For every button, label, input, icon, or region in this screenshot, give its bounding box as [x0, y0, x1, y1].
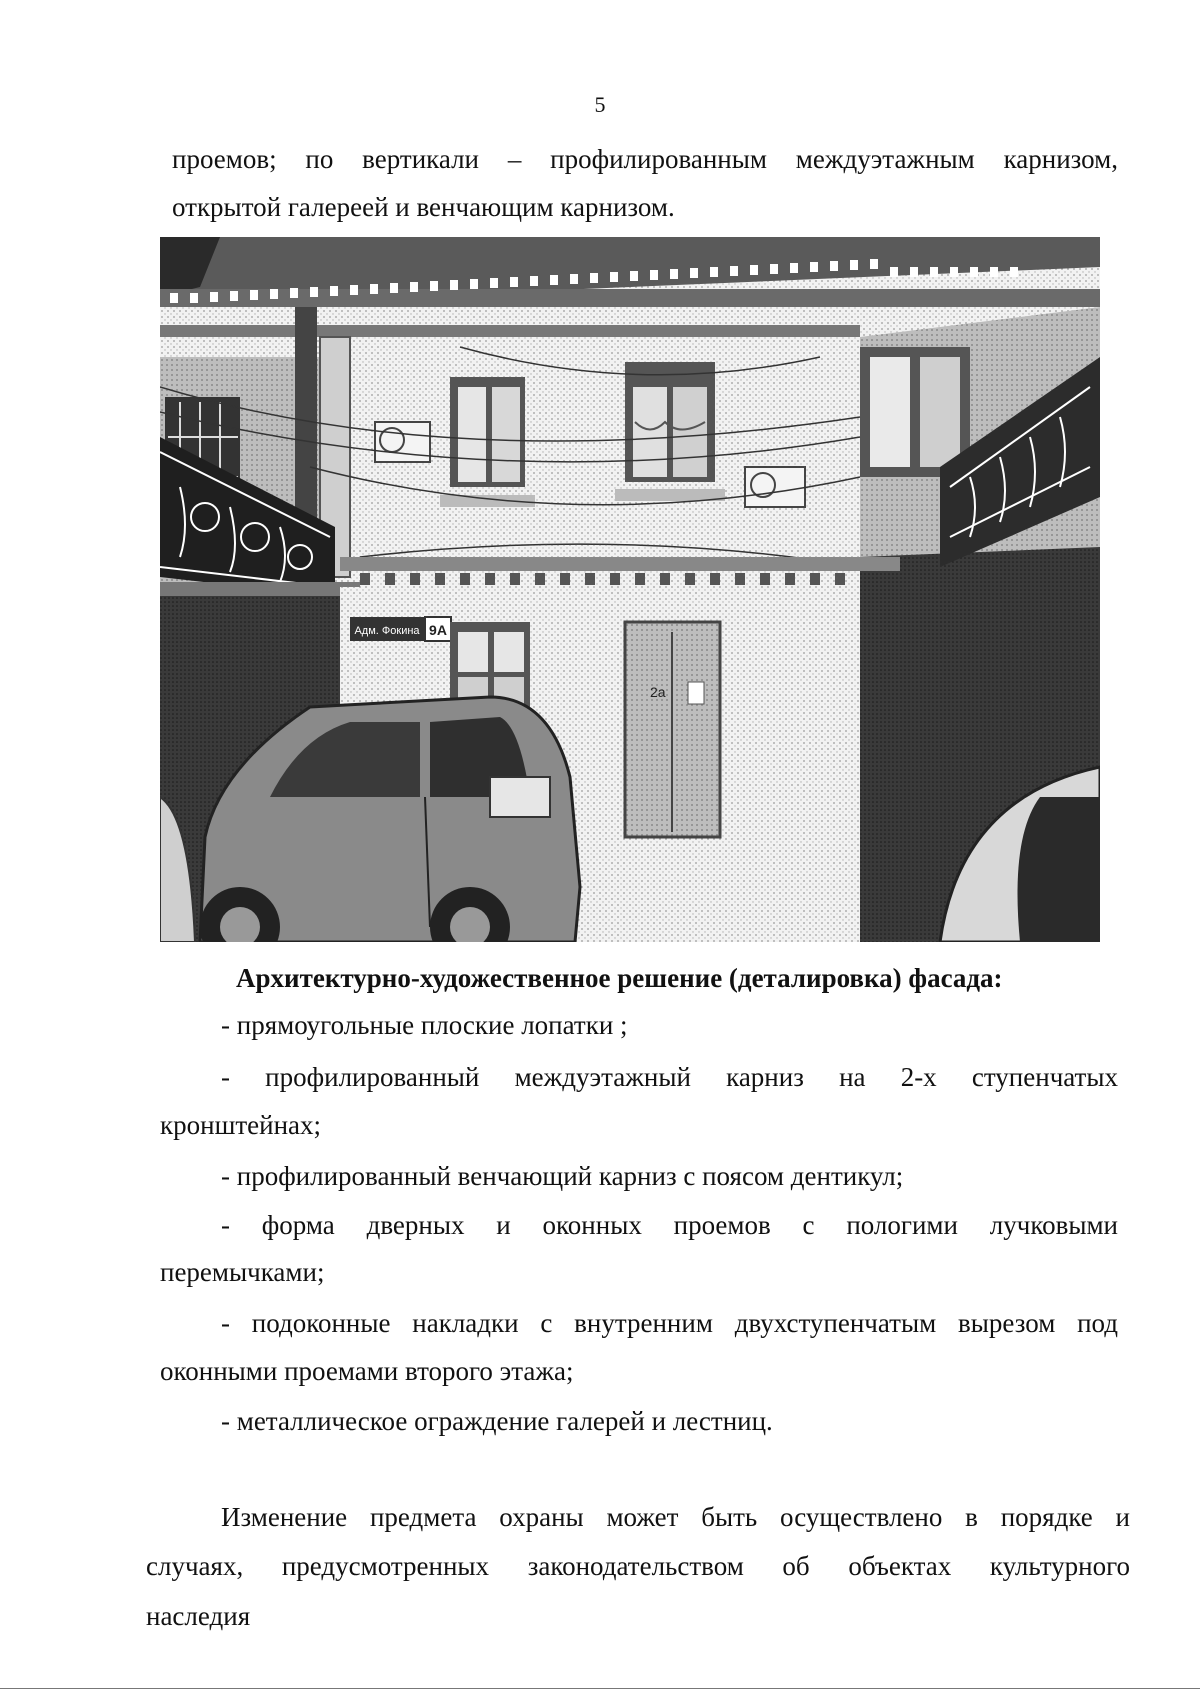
facade-photo — [160, 237, 1100, 942]
section-heading: Архитектурно-художественное решение (деталировка) фасада: — [236, 963, 1003, 993]
list-item-5-line-2: оконными проемами второго этажа; — [160, 1356, 574, 1386]
bottom-rule — [0, 1688, 1200, 1689]
list-item-2-line-1: - профилированный междуэтажный карниз на 2-х ступенчатых — [221, 1062, 1118, 1092]
intro-line-1: проемов; по вертикали – профилированным междуэтажным карнизом, — [172, 144, 1118, 174]
list-item-3: - профилированный венчающий карниз с поясом дентикул; — [221, 1161, 904, 1191]
page-number: 5 — [594, 92, 606, 117]
list-item-4-line-1: - форма дверных и оконных проемов с пологими лучковыми — [221, 1210, 1118, 1240]
list-item-6: - металлическое ограждение галерей и лестниц. — [221, 1406, 773, 1436]
list-item-4-line-2: перемычками; — [160, 1257, 325, 1287]
street-sign: Адм. Фокина — [354, 625, 420, 637]
list-item-2-line-2: кронштейнах; — [160, 1110, 322, 1140]
list-item-1: - прямоугольные плоские лопатки ; — [221, 1010, 628, 1040]
list-item-5-line-1: - подоконные накладки с внутренним двухступенчатым вырезом под — [221, 1308, 1118, 1338]
door-number: 2а — [650, 684, 666, 700]
house-number-sign: 9А — [429, 622, 447, 638]
closing-line-2: случаях, предусмотренных законодательством об объектах культурного — [146, 1551, 1130, 1581]
closing-line-1: Изменение предмета охраны может быть осуществлено в порядке и — [221, 1502, 1130, 1532]
closing-line-3: наследия — [146, 1601, 251, 1631]
intro-line-2: открытой галереей и венчающим карнизом. — [172, 192, 675, 222]
